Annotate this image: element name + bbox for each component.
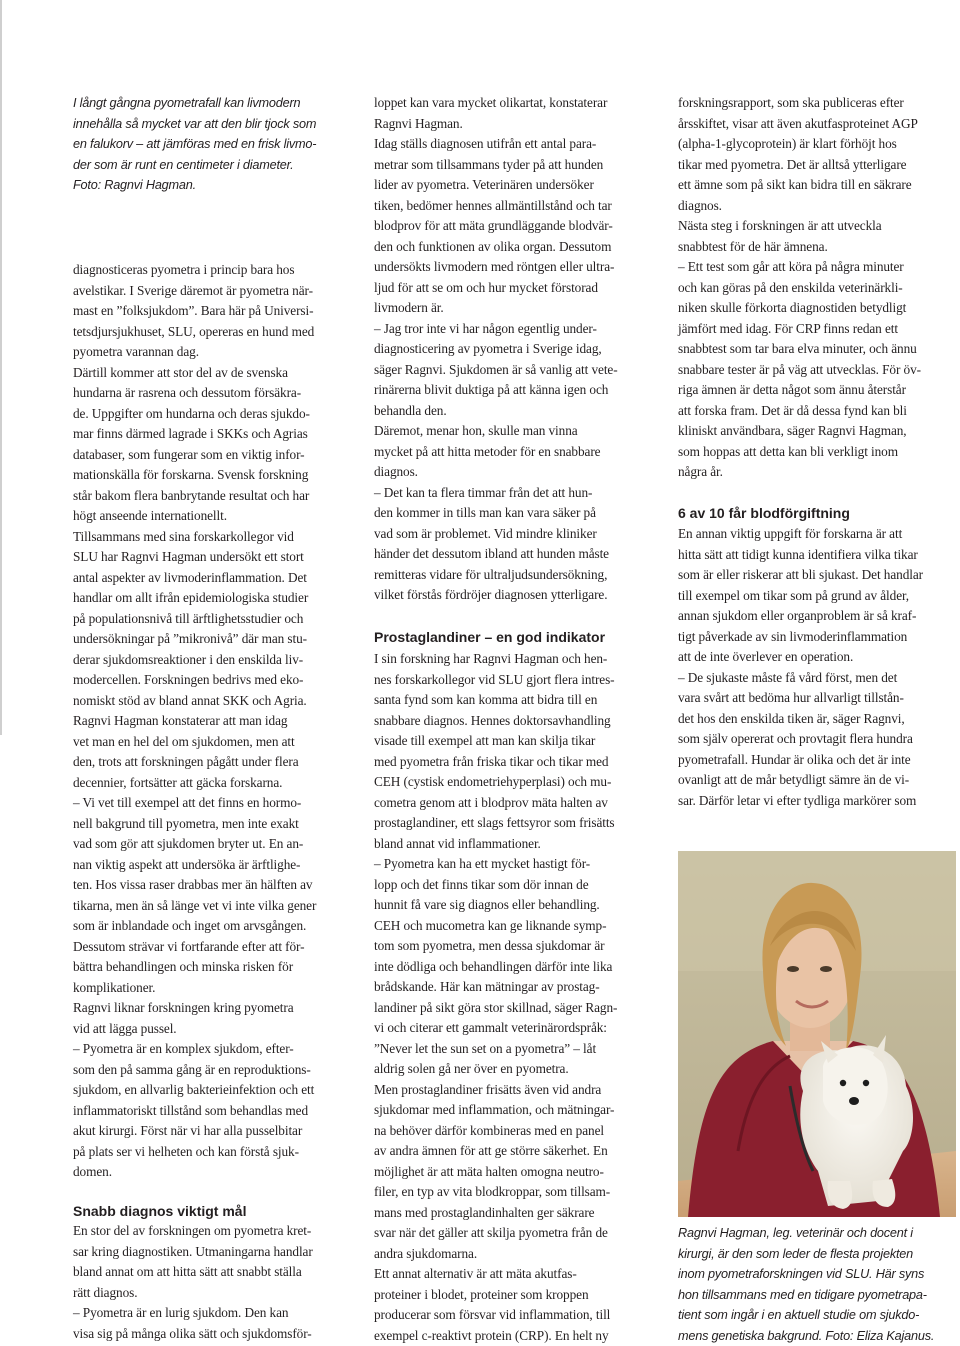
text-line: akut kirurgi. Först när vi har alla pusselbitar [73, 1121, 302, 1142]
text-line: Ragnvi liknar forskningen kring pyometra [73, 998, 294, 1019]
text-line: den och funktionen av olika organ. Dessutom [374, 237, 611, 258]
text-line: handlar om allt ifrån epidemiologiska studier [73, 588, 308, 609]
text-line: jämfört med idag. För CRP finns redan ett [678, 319, 898, 340]
text-line: årsskiftet, visar att även akutfasproteinet AGP [678, 114, 918, 135]
text-line: vad som är problemet. Vid mindre kliniker [374, 524, 597, 545]
text-line: proteiner i blodet, proteiner som kroppen [374, 1285, 589, 1306]
text-line: vid att lägga pussel. [73, 1019, 177, 1040]
text-line: tikar med pyometra. Det är alltså ytterligare [678, 155, 906, 176]
text-line: kliniskt användbara, säger Ragnvi Hagman, [678, 421, 907, 442]
text-line: ljud för att se om och hur mycket förstorad [374, 278, 598, 299]
text-line: några år. [678, 462, 723, 483]
text-line: brådskande. Här kan mätningar av prostag- [374, 977, 600, 998]
text-line: Idag ställs diagnosen utifrån ett antal para- [374, 134, 596, 155]
page-edge-rule [0, 0, 2, 735]
text-line: – Vi vet till exempel att det finns en hormo- [73, 793, 301, 814]
text-line: lider av pyometra. Veterinären undersöker [374, 175, 594, 196]
text-line: decennier, fortsätter att gäcka forskarna. [73, 773, 282, 794]
text-line: CEH (cystisk endometriehyperplasi) och mu- [374, 772, 611, 793]
text-line: SLU har Ragnvi Hagman undersökt ett stort [73, 547, 304, 568]
text-line: ett ämne som på sikt kan bidra till en säkrare [678, 175, 912, 196]
text-line: – De sjukaste måste få vård först, men det [678, 668, 897, 689]
text-line: mycket på att hitta metoder för en snabbare [374, 442, 600, 463]
text-line: landiner på sikt göra stor skillnad, säger Ragn- [374, 998, 617, 1019]
heading-snabb-diagnos: Snabb diagnos viktigt mål [73, 1201, 246, 1221]
text-line: lopp och det finns tikar som dör innan de [374, 875, 589, 896]
text-line: till exempel om tikar som på grund av ålder, [678, 586, 909, 607]
text-line: mens genetiska bakgrund. Foto: Eliza Kajanus. [678, 1326, 934, 1346]
text-line: En annan viktig uppgift för forskarna är att [678, 524, 902, 545]
text-line: nan viktig aspekt att undersöka är ärftlighe- [73, 855, 300, 876]
text-line: – Det kan ta flera timmar från det att hun- [374, 483, 592, 504]
text-line: Men prostaglandiner frisätts även vid andra [374, 1080, 601, 1101]
text-line: undersökningar på ”mikronivå” där man stu- [73, 629, 307, 650]
text-line: nomiskt stöd av bland annat SKK och Agria. [73, 691, 307, 712]
text-line: bättra behandlingen och minska risken för [73, 957, 293, 978]
text-line: mans med prostaglandinhalten ger säkrare [374, 1203, 595, 1224]
text-line: Ragnvi Hagman, leg. veterinär och docent i [678, 1223, 913, 1244]
text-line: står bakom flera banbrytande resultat och har [73, 486, 309, 507]
text-line: tom som pyometra, men dessa sjukdomar är [374, 936, 605, 957]
text-line: mar finns därmed lagrade i SKKs och Agrias [73, 424, 308, 445]
text-line: på populationsnivå till ärftlighetsstudier och [73, 609, 303, 630]
text-line: med pyometra från friska tikar och tikar med [374, 752, 608, 773]
text-line: och kan göras på den enskilda veterinärkli- [678, 278, 903, 299]
text-line: snabbare tester är på väg att utvecklas. För öv- [678, 360, 921, 381]
text-line: (alpha-1-glycoprotein) är klart förhöjt hos [678, 134, 897, 155]
text-line: de. Uppgifter om hundarna och deras sjukdo- [73, 404, 310, 425]
text-line: Nästa steg i forskningen är att utveckla [678, 216, 882, 237]
photo-vet-with-dog [678, 851, 956, 1217]
text-line: nell bakgrund till pyometra, men inte exakt [73, 814, 299, 835]
text-line: rinärerna blivit duktiga på att känna igen och [374, 380, 608, 401]
text-line: producerar som försvar vid inflammation, till [374, 1305, 610, 1326]
text-line: avelstikar. I Sverige däremot är pyometra när- [73, 281, 313, 302]
text-line: na behöver därför kombineras med en panel [374, 1121, 604, 1142]
text-line: tient som ingår i en aktuell studie om sjukdo- [678, 1305, 919, 1326]
text-line: tigt påverkade av sin livmoderinflammation [678, 627, 907, 648]
text-line: niken skulle förkorta diagnostiden betydligt [678, 298, 906, 319]
text-line: svar när det gäller att skilja pyometra från de [374, 1223, 608, 1244]
text-line: inte dödliga och behandlingen därför inte lika [374, 957, 612, 978]
text-line: hon tillsammans med en tidigare pyometrapa- [678, 1285, 927, 1306]
text-line: högt anseende internationellt. [73, 506, 227, 527]
text-line: som är inblandade och inget om arvsgången. [73, 916, 306, 937]
text-line: aldrig solen gå ner över en pyometra. [374, 1059, 569, 1080]
text-line: hitta sätt att tidigt kunna identifiera vilka tikar [678, 545, 918, 566]
text-line: CEH och mucometra kan ge liknande symp- [374, 916, 606, 937]
text-line: – Jag tror inte vi har någon egentlig under- [374, 319, 597, 340]
text-line: Dessutom strävar vi fortfarande efter att för- [73, 937, 304, 958]
text-line: inflammatoriskt tillstånd som behandlas med [73, 1101, 308, 1122]
text-line: komplikationer. [73, 978, 155, 999]
text-line: – Pyometra kan ha ett mycket hastigt för- [374, 854, 590, 875]
text-line: en falukorv – att jämföras med en frisk livmo- [73, 134, 316, 155]
text-line: metrar som tillsammans tyder på att hunden [374, 155, 603, 176]
heading-6-av-10: 6 av 10 får blodförgiftning [678, 503, 850, 523]
text-line: hunnit få vare sig diagnos eller behandling. [374, 895, 600, 916]
text-line: händer det dessutom ibland att hunden måste [374, 544, 609, 565]
text-line: Ragnvi Hagman konstaterar att man idag [73, 711, 287, 732]
text-line: nes forskarkollegor vid SLU gjort flera intres- [374, 670, 615, 691]
text-line: Därtill kommer att stor del av de svenska [73, 363, 288, 384]
text-line: vad som gör att sjukdomen bryter ut. En an- [73, 834, 303, 855]
text-line: blodprov för att mäta grundläggande blodvär- [374, 216, 613, 237]
text-line: prostaglandiner, ett slags fettsyror som frisätts [374, 813, 615, 834]
text-line: sjukdom, en allvarlig bakterieinfektion och ett [73, 1080, 314, 1101]
text-line: – Ett test som går att köra på några minuter [678, 257, 904, 278]
text-line: bland annat vid inflammationer. [374, 834, 541, 855]
text-line: databaser, som fungerar som en viktig infor- [73, 445, 305, 466]
text-line: på plats ser vi helheten och kan förstå sjuk- [73, 1142, 299, 1163]
text-line: vet man en hel del om sjukdomen, men att [73, 732, 295, 753]
text-line: der som är runt en centimeter i diameter. [73, 155, 294, 176]
text-line: att de inte överlever en operation. [678, 647, 853, 668]
text-line: sjukdomar med inflammation, och mätningar- [374, 1100, 614, 1121]
text-line: av andra ämnen för att ge större säkerhet. En [374, 1141, 608, 1162]
text-line: diagnos. [374, 462, 418, 483]
text-line: Ett annat alternativ är att mäta akutfas- [374, 1264, 577, 1285]
text-line: den kommer in tills man kan vara säker på [374, 503, 596, 524]
text-line: vara svårt att bedöma hur allvarligt tillstån- [678, 688, 904, 709]
text-line: forskningsrapport, som ska publiceras efter [678, 93, 904, 114]
text-line: bland annat om att hitta sätt att snabbt ställa [73, 1262, 302, 1283]
text-line: kirurgi, är den som leder de flesta projekten [678, 1244, 913, 1265]
text-line: tetsdjursjukhuset, SLU, opereras en hund med [73, 322, 314, 343]
text-line: innehålla så mycket var att den blir tjock som [73, 114, 316, 135]
text-line: säger Ragnvi. Sjukdomen är så vanlig att vete- [374, 360, 618, 381]
text-line: tiken, bedömer hennes allmäntillstånd och tar [374, 196, 612, 217]
text-line: Ragnvi Hagman. [374, 114, 463, 135]
text-line: I långt gångna pyometrafall kan livmodern [73, 93, 300, 114]
text-line: ten. Hos vissa raser drabbas mer än hälften av [73, 875, 312, 896]
text-line: annan sjukdom eller organproblem är så kraf- [678, 606, 916, 627]
text-line: hundarna är rasrena och dessutom försäkra- [73, 383, 301, 404]
text-line: En stor del av forskningen om pyometra kret- [73, 1221, 311, 1242]
text-line: snabbtest för de här ämnena. [678, 237, 828, 258]
text-line: exempel c-reaktivt protein (CRP). En helt ny [374, 1326, 609, 1346]
text-line: snabbtest som tar bara elva minuter, och ännu [678, 339, 917, 360]
text-line: den, trots att forskningen pågått under flera [73, 752, 299, 773]
text-line: filer, en typ av vita blodkroppar, som tillsam- [374, 1182, 610, 1203]
text-line: mast en ”folksjukdom”. Bara här på Universi- [73, 301, 313, 322]
text-line: diagnosticeras pyometra i princip bara hos [73, 260, 294, 281]
text-line: som själv opererat och provtagit flera hundra [678, 729, 913, 750]
text-line: inom pyometraforskningen vid SLU. Här syns [678, 1264, 924, 1285]
text-line: som hoppas att detta kan bli verkligt inom [678, 442, 898, 463]
text-line: som är eller riskerar att bli sjukast. Det handlar [678, 565, 923, 586]
text-line: andra sjukdomarna. [374, 1244, 477, 1265]
text-line: visade till exempel att man kan skilja tikar [374, 731, 595, 752]
text-line: Foto: Ragnvi Hagman. [73, 175, 196, 196]
text-line: derar sjukdomsreaktioner i den enskilda liv- [73, 650, 303, 671]
text-line: tikarna, men än så länge vet vi inte vilka gener [73, 896, 316, 917]
text-line: Däremot, menar hon, skulle man vinna [374, 421, 578, 442]
text-line: att forska fram. Det är då dessa fynd kan bli [678, 401, 907, 422]
text-line: snabbare diagnos. Hennes doktorsavhandling [374, 711, 611, 732]
heading-prostaglandiner: Prostaglandiner – en god indikator [374, 627, 605, 647]
text-line: pyometra varannan dag. [73, 342, 199, 363]
text-line: undersökts livmodern med röntgen eller ultra- [374, 257, 614, 278]
text-line: riga ämnen är detta något som ännu återstår [678, 380, 906, 401]
text-line: loppet kan vara mycket olikartat, konstaterar [374, 93, 607, 114]
text-line: rätt diagnos. [73, 1283, 137, 1304]
text-line: livmodern är. [374, 298, 444, 319]
text-line: ”Never let the sun set on a pyometra” – låt [374, 1039, 596, 1060]
text-line: modercellen. Forskningen bedrivs med eko- [73, 670, 303, 691]
text-line: remitteras vidare för ultraljudsundersökning, [374, 565, 607, 586]
text-line: mationskälla för forskarna. Svensk forskning [73, 465, 308, 486]
text-line: domen. [73, 1162, 112, 1183]
text-line: cometra genom att i blodprov mäta halten av [374, 793, 608, 814]
text-line: behandla den. [374, 401, 447, 422]
text-line: I sin forskning har Ragnvi Hagman och hen- [374, 649, 607, 670]
text-line: vi och citerar ett gammalt veterinärordspråk: [374, 1018, 607, 1039]
text-line: – Pyometra är en komplex sjukdom, efter- [73, 1039, 294, 1060]
text-line: santa fynd som kan komma att bidra till en [374, 690, 597, 711]
text-line: vilket förstås fördröjer diagnosen ytterligare. [374, 585, 607, 606]
text-line: visa sig på många olika sätt och sjukdomsför- [73, 1324, 312, 1345]
text-line: antal aspekter av livmoderinflammation. Det [73, 568, 307, 589]
text-line: pyometrafall. Hundar är olika och det är inte [678, 750, 911, 771]
text-line: det hos den enskilda tiken är, säger Ragnvi, [678, 709, 905, 730]
text-line: som den på samma gång är en reproduktions- [73, 1060, 311, 1081]
text-line: ovanligt att de mår betydligt sämre än de vi- [678, 770, 909, 791]
text-line: möjlighet är att mäta halten omogna neutro- [374, 1162, 604, 1183]
text-line: diagnos. [678, 196, 722, 217]
text-line: – Pyometra är en lurig sjukdom. Den kan [73, 1303, 288, 1324]
text-line: Tillsammans med sina forskarkollegor vid [73, 527, 294, 548]
text-line: sar kring diagnostiken. Utmaningarna handlar [73, 1242, 313, 1263]
text-line: diagnosticering av pyometra i Sverige idag, [374, 339, 602, 360]
text-line: sar. Därför letar vi efter tydliga markörer som [678, 791, 916, 812]
